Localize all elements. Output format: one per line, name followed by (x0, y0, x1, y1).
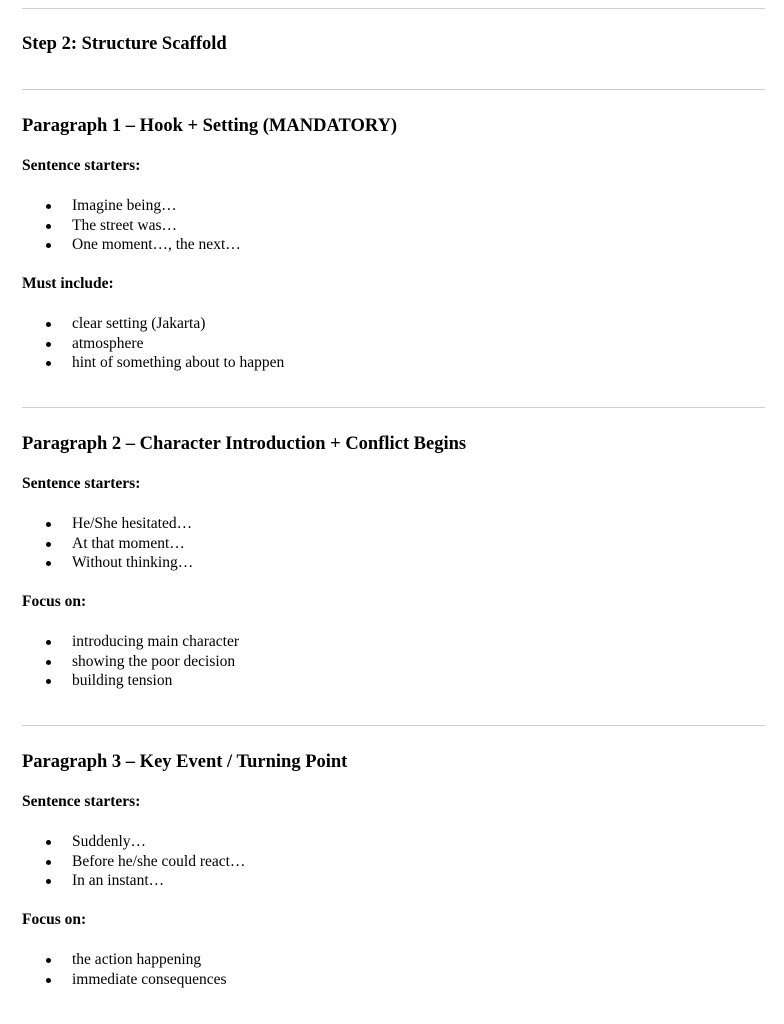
divider (22, 407, 765, 408)
bullet-icon (46, 542, 51, 547)
bullet-icon (46, 660, 51, 665)
group-label: Sentence starters: (22, 793, 141, 810)
bullet-icon (46, 522, 51, 527)
section-title-paragraph-2: Paragraph 2 – Character Introduction + Conflict Begins (22, 434, 467, 454)
bullet-icon (46, 224, 51, 229)
bullet-icon (46, 342, 51, 347)
divider (22, 8, 765, 9)
document-page: Step 2: Structure Scaffold Paragraph 1 – Hook + Setting (MANDATORY) Sentence starters: Imagine being… The street was… One moment…, the next… Must include: clear setting (Jakarta) atmosphere hint of something about to happen Paragraph 2 – Character Introduction + Conflict Begins Sentence starters: He/She hesitated… At that moment… Without thinking… Focus on: introducing main character showing the poor decision building tension Paragraph 3 – Key Event / Turning Point Sentence starters: Suddenly… Before he/she could react… In an instant… Focus on: the action happening immediate consequences (0, 0, 784, 1024)
bullet-icon (46, 243, 51, 248)
bullet-icon (46, 879, 51, 884)
group-label: Must include: (22, 275, 114, 292)
bullet-icon (46, 978, 51, 983)
divider (22, 89, 765, 90)
section-title-paragraph-3: Paragraph 3 – Key Event / Turning Point (22, 752, 348, 772)
bullet-icon (46, 361, 51, 366)
bullet-icon (46, 860, 51, 865)
bullet-icon (46, 640, 51, 645)
group-label: Focus on: (22, 911, 87, 928)
bullet-icon (46, 958, 51, 963)
group-label: Sentence starters: (22, 157, 141, 174)
step-title: Step 2: Structure Scaffold (22, 34, 227, 54)
bullet-icon (46, 561, 51, 566)
group-label: Sentence starters: (22, 475, 141, 492)
divider (22, 725, 765, 726)
bullet-icon (46, 322, 51, 327)
group-label: Focus on: (22, 593, 87, 610)
section-title-paragraph-1: Paragraph 1 – Hook + Setting (MANDATORY) (22, 116, 398, 136)
bullet-icon (46, 840, 51, 845)
bullet-icon (46, 204, 51, 209)
bullet-icon (46, 679, 51, 684)
